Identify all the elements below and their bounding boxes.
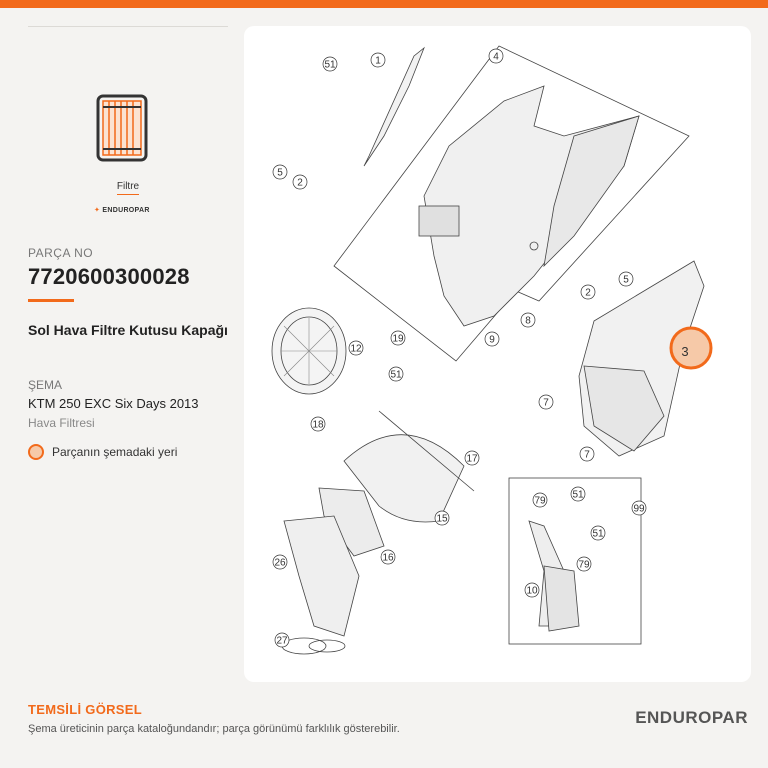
- brand-logo[interactable]: ENDUROPAR: [635, 708, 748, 727]
- callout: 7: [584, 449, 590, 461]
- representative-image-title: TEMSİLİ GÖRSEL: [28, 702, 142, 717]
- callout: 51: [572, 489, 584, 501]
- callout: 8: [525, 315, 531, 327]
- legend-text: Parçanın şemadaki yeri: [52, 445, 178, 459]
- schema-section: Hava Filtresi: [28, 416, 95, 430]
- top-accent-bar: [0, 0, 768, 8]
- callout: 12: [350, 343, 362, 355]
- legend-marker-icon: [28, 444, 44, 460]
- highlighted-part-marker[interactable]: [671, 328, 711, 368]
- category-label[interactable]: Filtre: [28, 181, 228, 192]
- callout: 19: [392, 333, 404, 345]
- callout: 79: [534, 495, 546, 507]
- part-number-underline: [28, 299, 74, 302]
- callout: 17: [466, 453, 478, 465]
- callout: 9: [489, 334, 495, 346]
- callout: 18: [312, 419, 324, 431]
- callout: 51: [324, 59, 336, 71]
- callout: 99: [633, 503, 645, 515]
- callout: 16: [382, 552, 394, 564]
- callout: 2: [585, 287, 591, 299]
- disclaimer-note: Şema üreticinin parça kataloğundandır; parça görünümü farklılık gösterebilir.: [28, 723, 400, 735]
- schema-label: ŞEMA: [28, 378, 63, 392]
- callout-highlight: 3: [681, 344, 689, 359]
- callout: 51: [592, 528, 604, 540]
- part-number-label: PARÇA NO: [28, 246, 94, 260]
- part-name: Sol Hava Filtre Kutusu Kapağı: [28, 322, 228, 338]
- callout: 79: [578, 559, 590, 571]
- callout: 15: [436, 513, 448, 525]
- callout: 10: [526, 585, 538, 597]
- callout: 5: [623, 274, 629, 286]
- part-number: 7720600300028: [28, 264, 190, 289]
- callout: 27: [276, 635, 288, 647]
- callout: 4: [493, 51, 499, 63]
- location-legend: [28, 444, 177, 460]
- diagram-drawing: [244, 26, 751, 682]
- exploded-parts-diagram[interactable]: [244, 26, 751, 682]
- divider: [28, 26, 228, 27]
- callout: 51: [390, 369, 402, 381]
- schema-model: KTM 250 EXC Six Days 2013: [28, 396, 199, 411]
- callout: 26: [274, 557, 286, 569]
- brand-logo-small: ✦ ENDUROPAR: [94, 207, 150, 214]
- callout: 2: [297, 177, 303, 189]
- callout: 5: [277, 167, 283, 179]
- callout: 7: [543, 397, 549, 409]
- callout: 1: [375, 55, 381, 67]
